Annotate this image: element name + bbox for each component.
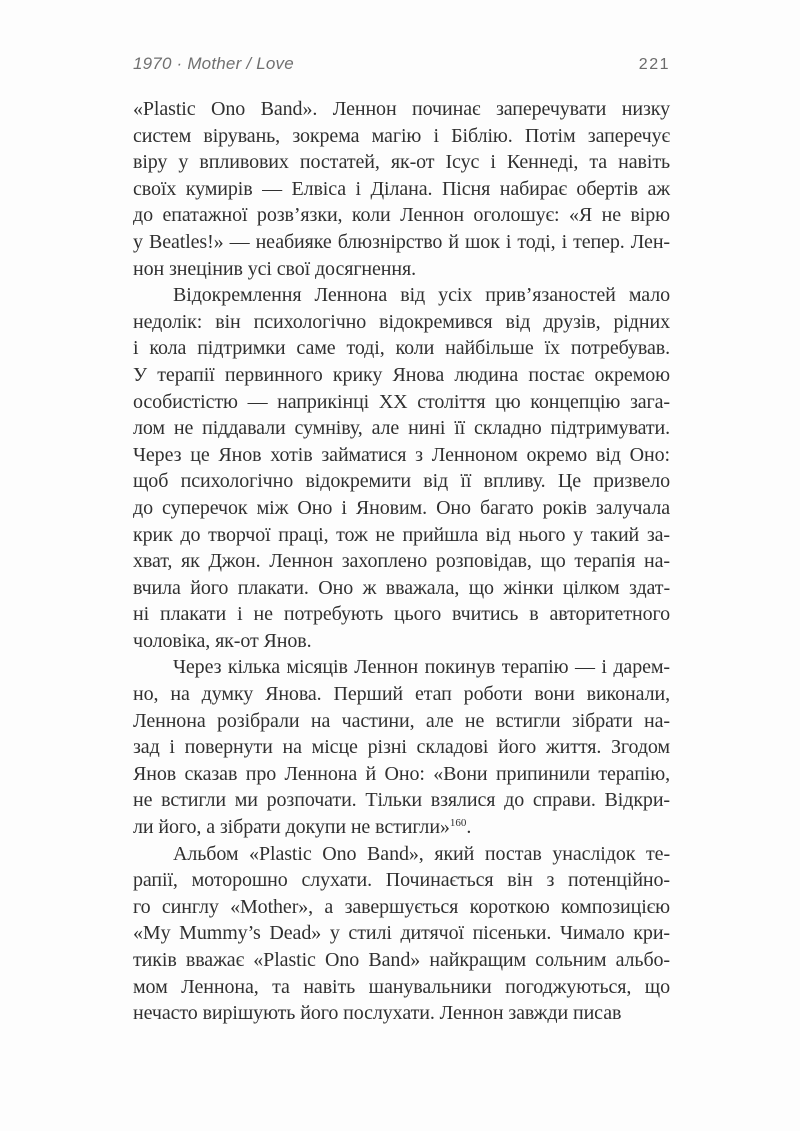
text-line: у Beatles!» — неабияке блюзнірство й шок і тоді, і тепер. Лен-	[133, 230, 670, 253]
text-line: ли його, а зібрати докупи не встигли»$^{160}$.	[133, 816, 472, 839]
page-number: 221	[638, 56, 670, 73]
text-line: хват, як Джон. Леннон захоплено розповідав, що терапія на-	[133, 550, 670, 573]
running-head: 1970 · Mother / Love	[133, 54, 294, 73]
text-line: особистістю — наприкінці XX століття цю концепцію зага-	[133, 390, 670, 413]
footnote-reference: 160	[449, 817, 467, 830]
paragraph	[133, 654, 670, 840]
text-line: «My Mummy’s Dead» у стилі дитячої пісеньки. Чимало кри-	[133, 922, 670, 945]
text-line: ні плакати і не потребують цього вчитись в авторитетного	[133, 603, 670, 626]
text-line: недолік: він психологічно відокремився від друзів, рідних	[133, 310, 670, 333]
paragraph	[133, 96, 670, 282]
text-line: не встигли ми розпочати. Тільки взялися до справи. Відкри-	[133, 789, 670, 812]
text-line: нечасто вирішують його послухати. Леннон завжди писав	[133, 1002, 622, 1025]
text-line: лом не піддавали сумніву, але нині її складно підтримувати.	[133, 417, 670, 440]
text-line: своїх кумирів — Елвіса і Ділана. Пісня набирає обертів аж	[133, 177, 670, 200]
text-line: тиків вважає «Plastic Ono Band» найкращим сольним альбо-	[133, 949, 670, 971]
text-line: У терапії первинного крику Янова людина постає окремою	[133, 363, 670, 386]
text-line: Янов сказав про Леннона й Оно: «Вони припинили терапію,	[133, 762, 670, 785]
text-line: і кола підтримки саме тоді, коли найбільше їх потребував.	[133, 337, 670, 360]
text-line: Відокремлення Леннона від усіх прив’язаностей мало	[173, 284, 670, 307]
text-line: Альбом «Plastic Ono Band», який постав унаслідок те-	[173, 842, 670, 865]
text-line: зад і повернути на місце різні складові його життя. Згодом	[133, 736, 670, 759]
text-line: вчила його плакати. Оно ж вважала, що жінки цілком здат-	[133, 576, 670, 599]
text-line: рапії, моторошно слухати. Починається він з потенційно-	[133, 869, 670, 892]
text-line: Через кілька місяців Леннон покинув терапію — і дарем-	[173, 656, 670, 679]
text-line: віру у впливових постатей, як-от Ісус і Кеннеді, та навіть	[133, 151, 670, 174]
text-line: щоб психологічно відокремити від її впливу. Це призвело	[133, 470, 670, 493]
page-body	[133, 96, 670, 1027]
text-line: Леннона розібрали на частини, але не встигли зібрати на-	[133, 709, 670, 732]
text-line: до епатажної розв’язки, коли Леннон оголошує: «Я не вірю	[133, 204, 670, 227]
text-line: но, на думку Янова. Перший етап роботи вони виконали,	[133, 683, 670, 706]
text-line: систем вірувань, зокрема магію і Біблію. Потім заперечує	[133, 124, 670, 147]
page-header	[133, 54, 670, 74]
text-line: чоловіка, як-от Янов.	[133, 629, 312, 652]
paragraph	[133, 282, 670, 654]
paragraph	[133, 841, 670, 1027]
text-line: крик до творчої праці, тож не прийшла від нього у такий за-	[133, 523, 670, 546]
text-line: «Plastic Ono Band». Леннон починає заперечувати низку	[133, 98, 670, 120]
text-line: Через це Янов хотів займатися з Ленноном окремо від Оно:	[133, 443, 670, 466]
text-line: нон знецінив усі свої досягнення.	[133, 257, 417, 280]
text-line: го синглу «Mother», а завершується короткою композицією	[133, 895, 670, 918]
text-line: мом Леннона, та навіть шанувальники погоджуються, що	[133, 975, 670, 998]
text-line: до суперечок між Оно і Яновим. Оно багато років залучала	[133, 496, 670, 519]
